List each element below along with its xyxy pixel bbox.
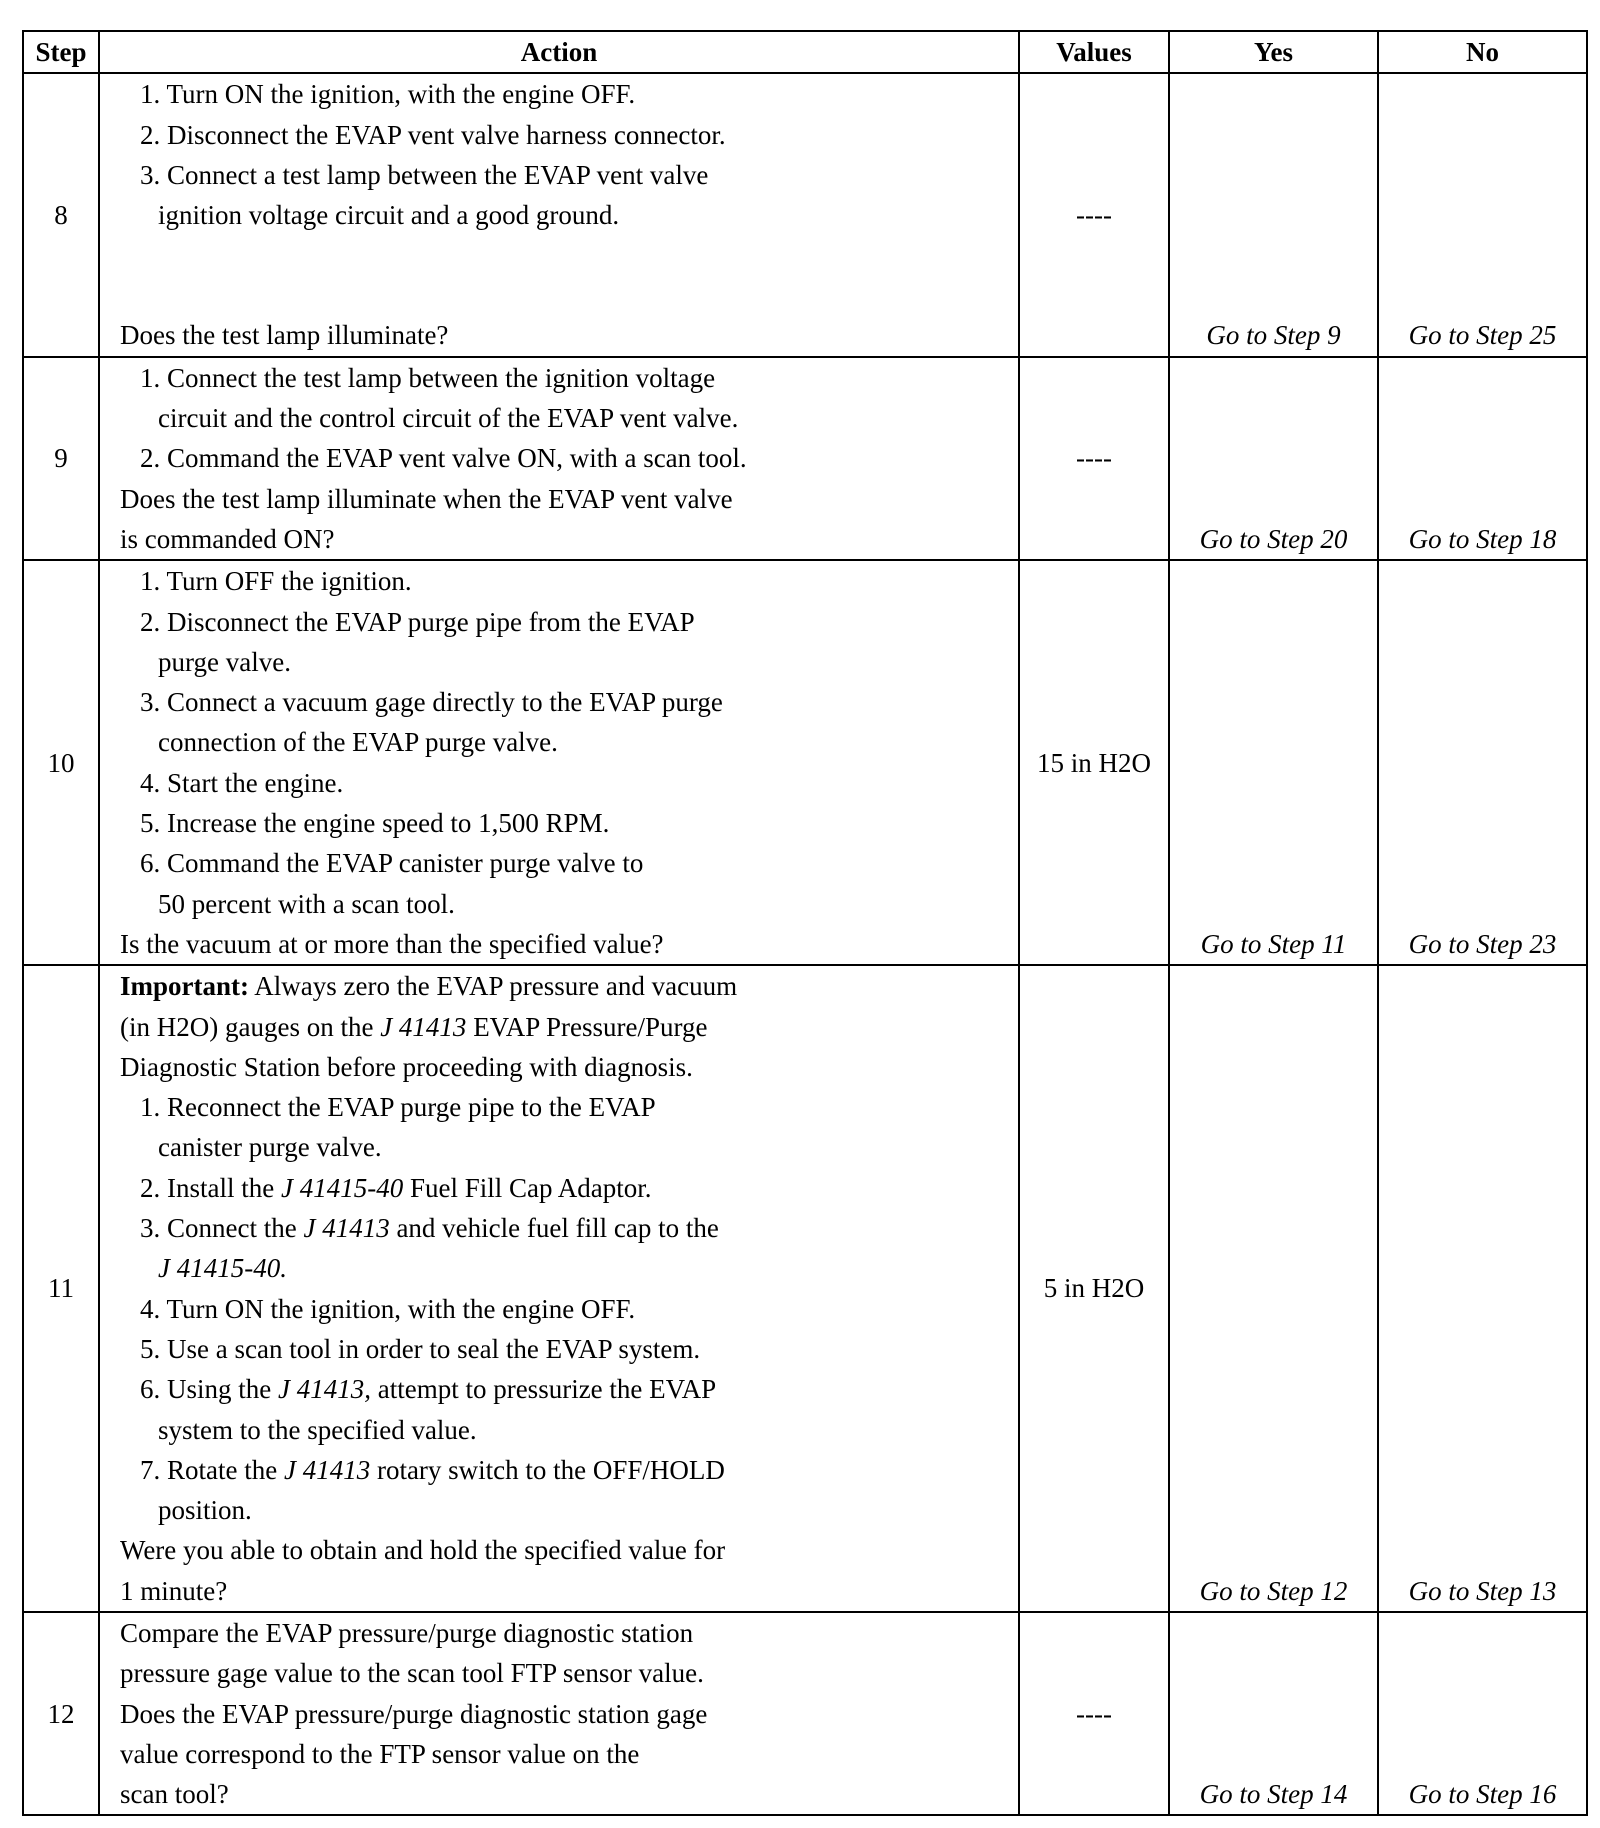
no-cell: Go to Step 25 [1378,73,1587,356]
action-line: 5. Use a scan tool in order to seal the EVAP system. [140,1333,701,1364]
no-cell: Go to Step 18 [1378,357,1587,560]
action-line [120,1168,1012,1208]
action-line: 2. Disconnect the EVAP purge pipe from the EVAP [140,606,695,637]
table-row-step-12 [23,1612,1587,1815]
no-cell: Go to Step 23 [1378,560,1587,965]
header-values: Values [1019,31,1169,73]
action-question: Does the test lamp illuminate? [120,320,449,351]
step-number: 10 [23,560,99,965]
action-line: pressure gage value to the scan tool FTP sensor value. [120,1658,704,1689]
values-cell: ---- [1019,357,1169,560]
yes-cell: Go to Step 14 [1169,1612,1378,1815]
action-question: 1 minute? [120,1575,228,1606]
values-cell: ---- [1019,1612,1169,1815]
diagnostic-table [22,30,1588,1816]
no-cell: Go to Step 16 [1378,1612,1587,1815]
action-cell [99,965,1019,1612]
action-line: 6. Command the EVAP canister purge valve to [140,848,644,879]
yes-cell: Go to Step 11 [1169,560,1378,965]
no-cell: Go to Step 13 [1378,965,1587,1612]
action-line: 3. Connect a vacuum gage directly to the EVAP purge [140,687,723,718]
action-question: value correspond to the FTP sensor value on the [120,1738,640,1769]
header-step: Step [23,31,99,73]
step-number: 9 [23,357,99,560]
action-text: Fuel Fill Cap Adaptor. [403,1172,652,1203]
yes-cell: Go to Step 9 [1169,73,1378,356]
action-line: 4. Turn ON the ignition, with the engine OFF. [140,1293,636,1324]
header-no: No [1378,31,1587,73]
header-row [23,31,1587,73]
action-line: Compare the EVAP pressure/purge diagnostic station [120,1617,694,1648]
spacer [120,235,1012,315]
tool-reference: J 41413 [380,1011,467,1042]
action-line: 1. Turn ON the ignition, with the engine OFF. [140,79,636,110]
action-line: system to the specified value. [158,1414,477,1445]
important-text: Always zero the EVAP pressure and vacuum [249,971,738,1002]
action-text: rotary switch to the OFF/HOLD [370,1454,725,1485]
action-line: canister purge valve. [158,1132,382,1163]
header-action: Action [99,31,1019,73]
action-text: 3. Connect the [140,1213,304,1244]
action-question: Does the test lamp illuminate when the EVAP vent valve [120,483,733,514]
header-yes: Yes [1169,31,1378,73]
step-number: 11 [23,965,99,1612]
action-line: position. [158,1495,252,1526]
action-text: 7. Rotate the [140,1454,284,1485]
action-line: 4. Start the engine. [140,767,344,798]
action-cell [99,357,1019,560]
tool-reference: J 41415-40. [158,1253,287,1284]
important-label: Important: [120,971,249,1002]
action-line: 1. Connect the test lamp between the ignition voltage [140,362,716,393]
action-line: circuit and the control circuit of the EVAP vent valve. [158,403,739,434]
action-line [120,1208,1012,1248]
important-note [120,966,1012,1006]
action-text: and vehicle fuel fill cap to the [389,1213,719,1244]
important-note [120,1007,1012,1047]
table-row-step-8 [23,73,1587,356]
action-cell [99,73,1019,356]
table-row-step-10 [23,560,1587,965]
action-line: purge valve. [158,646,291,677]
tool-reference: J 41415-40 [280,1172,404,1203]
action-line: ignition voltage circuit and a good ground. [158,200,620,231]
action-line: 2. Command the EVAP vent valve ON, with a scan tool. [140,443,747,474]
action-line [120,1369,1012,1409]
action-question: Does the EVAP pressure/purge diagnostic station gage [120,1698,708,1729]
action-text: 2. Install the [140,1172,281,1203]
tool-reference: J 41413, [278,1374,371,1405]
yes-cell: Go to Step 20 [1169,357,1378,560]
action-line: 50 percent with a scan tool. [158,888,455,919]
table-row-step-9 [23,357,1587,560]
action-question: Is the vacuum at or more than the specified value? [120,928,664,959]
values-cell: ---- [1019,73,1169,356]
action-line: 5. Increase the engine speed to 1,500 RPM. [140,808,610,839]
action-question: is commanded ON? [120,523,335,554]
step-number: 12 [23,1612,99,1815]
action-line: connection of the EVAP purge valve. [158,727,558,758]
yes-cell: Go to Step 12 [1169,965,1378,1612]
table-row-step-11 [23,965,1587,1612]
tool-reference: J 41413 [303,1213,390,1244]
step-number: 8 [23,73,99,356]
action-text: 6. Using the [140,1374,278,1405]
important-text: EVAP Pressure/Purge [466,1011,708,1042]
action-text: attempt to pressurize the EVAP [370,1374,717,1405]
action-line [120,1450,1012,1490]
action-cell [99,1612,1019,1815]
action-question: scan tool? [120,1779,229,1810]
important-text: (in H2O) gauges on the [120,1011,381,1042]
action-line: 3. Connect a test lamp between the EVAP vent valve [140,159,709,190]
action-question: Were you able to obtain and hold the specified value for [120,1535,726,1566]
values-cell: 5 in H2O [1019,965,1169,1612]
action-line: 1. Turn OFF the ignition. [140,566,412,597]
important-note: Diagnostic Station before proceeding with diagnosis. [120,1051,693,1082]
action-cell [99,560,1019,965]
values-cell: 15 in H2O [1019,560,1169,965]
action-line: 1. Reconnect the EVAP purge pipe to the EVAP [140,1092,656,1123]
action-line: 2. Disconnect the EVAP vent valve harness connector. [140,119,726,150]
tool-reference: J 41413 [283,1454,371,1485]
